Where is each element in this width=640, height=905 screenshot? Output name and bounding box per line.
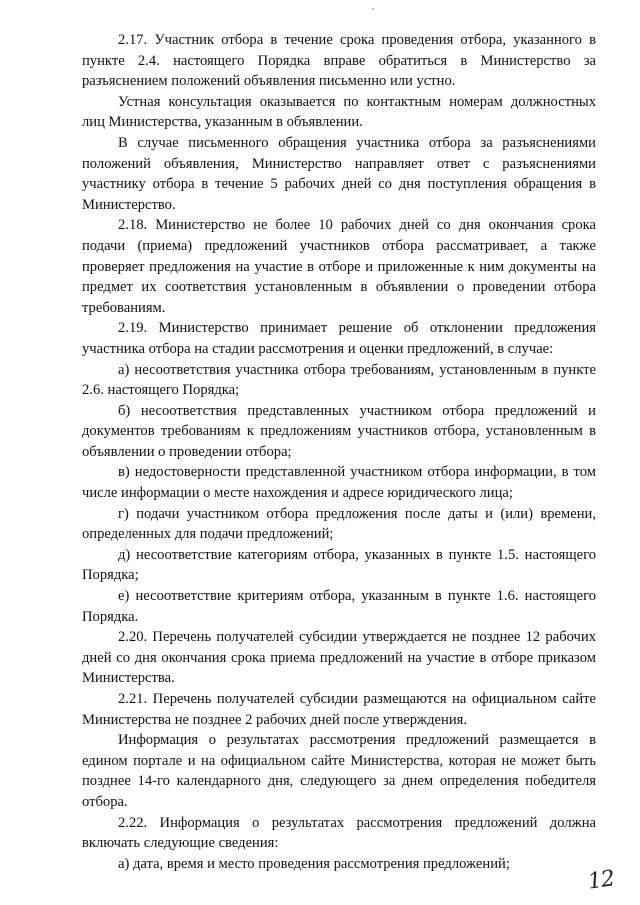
handwritten-page-number: 12 (586, 866, 616, 895)
paragraph-oral-consultation: Устная консультация оказывается по контактным номерам должностных лиц Министерства, указанным в объявлении. (82, 93, 596, 131)
list-item-e: е) несоответствие критериям отбора, указанным в пункте 1.6. настоящего Порядка. (82, 588, 596, 625)
paragraph-2-18: 2.18. Министерство не более 10 рабочих дней со дня окончания срока подачи (приема) предложений участников отбора рассматривает, а также проверяет предложения на участие в отборе и приложенные к ним документы на предмет их соответствия установленным в объявлении о проведении отбора требованиям. (82, 217, 596, 316)
list-item-a: а) несоответствия участника отбора требованиям, установленным в пункте 2.6. настоящего Порядка; (82, 361, 596, 399)
paragraph-2-19: 2.19. Министерство принимает решение об отклонении предложения участника отбора на стадии рассмотрения и оценки предложений, в случае: (82, 320, 596, 357)
paragraph-2-17: 2.17. Участник отбора в течение срока проведения отбора, указанного в пункте 2.4. настоящего Порядка вправе обратиться в Министерство за разъяснением положений объявления письменно или устно. (82, 32, 596, 90)
paragraph-2-22: 2.22. Информация о результатах рассмотрения предложений должна включать следующие сведения: (82, 814, 596, 852)
list-item-v: в) недостоверности представленной участником отбора информации, в том числе информации о месте нахождения и адресе юридического лица; (82, 464, 596, 502)
list-item-b: б) несоответствия представленных участником отбора предложений и документов требованиям к предложениям участников отбора, установленным в объявлении о проведении отбора; (82, 402, 596, 460)
paragraph-2-20: 2.20. Перечень получателей субсидии утверждается не позднее 12 рабочих дней со дня окончания срока приема предложений на участие в отборе приказом Министерства. (82, 629, 596, 687)
document-body (82, 30, 596, 874)
list-item-a-2-22: а) дата, время и место проведения рассмотрения предложений; (118, 855, 510, 872)
list-item-d: д) несоответствие категориям отбора, указанных в пункте 1.5. настоящего Порядка; (82, 546, 596, 584)
list-item-g: г) подачи участником отбора предложения после даты и (или) времени, определенных для подачи предложений; (82, 505, 596, 543)
paragraph-written-request: В случае письменного обращения участника отбора за разъяснениями положений объявления, Министерство направляет ответ с разъяснениями участнику отбора в течение 5 рабочих дней со дня поступления обращения в Министерство. (82, 134, 596, 213)
paragraph-results-info: Информация о результатах рассмотрения предложений размещается в едином портале и на официальном сайте Министерства, которая не может быть позднее 14-го календарного дня, следующего за днем определения победителя отбора. (82, 732, 596, 810)
scan-speck (372, 8, 374, 10)
paragraph-2-21: 2.21. Перечень получателей субсидии размещаются на официальном сайте Министерства не позднее 2 рабочих дней после утверждения. (82, 691, 596, 728)
